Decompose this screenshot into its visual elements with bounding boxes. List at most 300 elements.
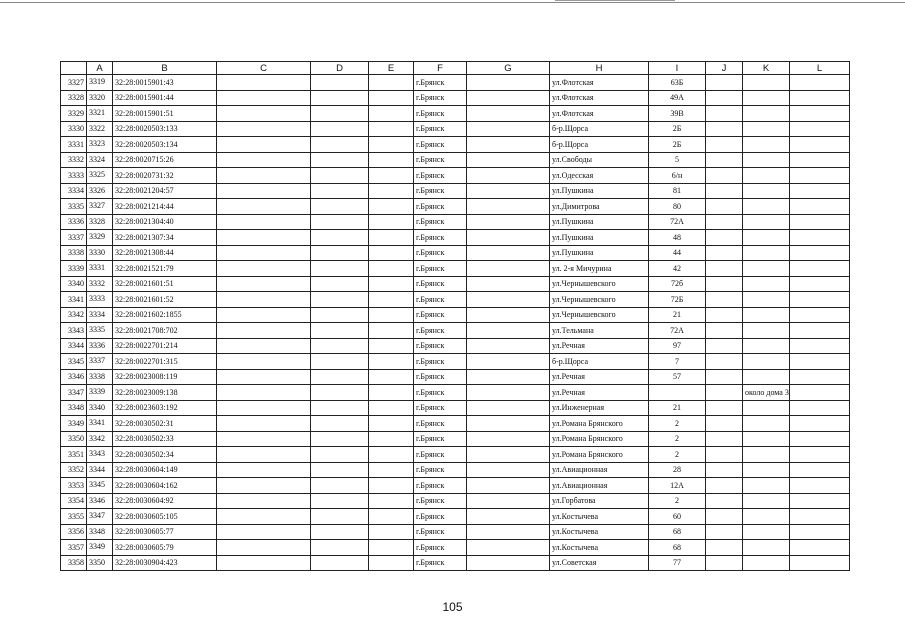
cell-d[interactable]: [311, 323, 369, 339]
cell-j[interactable]: [706, 555, 743, 571]
cell-k[interactable]: [743, 230, 790, 246]
cell-h[interactable]: ул.Советская: [550, 555, 649, 571]
row-number[interactable]: 3347: [61, 385, 87, 401]
cell-j[interactable]: [706, 462, 743, 478]
row-number[interactable]: 3355: [61, 509, 87, 525]
cell-b[interactable]: 32:28:0015901:44: [113, 90, 217, 106]
cell-a[interactable]: 3319: [87, 75, 113, 91]
cell-l[interactable]: [790, 540, 850, 556]
cell-b[interactable]: 32:28:0021214:44: [113, 199, 217, 215]
cell-l[interactable]: [790, 400, 850, 416]
cell-c[interactable]: [217, 261, 311, 277]
cell-a[interactable]: 3336: [87, 338, 113, 354]
cell-b[interactable]: 32:28:0021308:44: [113, 245, 217, 261]
cell-g[interactable]: [467, 261, 550, 277]
cell-k[interactable]: [743, 214, 790, 230]
cell-c[interactable]: [217, 137, 311, 153]
cell-b[interactable]: 32:28:0030605:77: [113, 524, 217, 540]
cell-c[interactable]: [217, 416, 311, 432]
cell-g[interactable]: [467, 292, 550, 308]
cell-b[interactable]: 32:28:0030502:31: [113, 416, 217, 432]
cell-b[interactable]: 32:28:0021304:40: [113, 214, 217, 230]
cell-f[interactable]: г.Брянск: [414, 416, 467, 432]
cell-j[interactable]: [706, 369, 743, 385]
cell-j[interactable]: [706, 385, 743, 401]
cell-i[interactable]: 80: [649, 199, 706, 215]
cell-e[interactable]: [369, 416, 414, 432]
row-number[interactable]: 3329: [61, 106, 87, 122]
cell-l[interactable]: [790, 261, 850, 277]
cell-h[interactable]: ул.Речная: [550, 385, 649, 401]
cell-b[interactable]: 32:28:0023009:138: [113, 385, 217, 401]
cell-i[interactable]: 2: [649, 416, 706, 432]
cell-k[interactable]: [743, 261, 790, 277]
cell-d[interactable]: [311, 106, 369, 122]
cell-c[interactable]: [217, 369, 311, 385]
cell-c[interactable]: [217, 540, 311, 556]
cell-k[interactable]: [743, 431, 790, 447]
cell-b[interactable]: 32:28:0021708:702: [113, 323, 217, 339]
cell-i[interactable]: 63Б: [649, 75, 706, 91]
cell-d[interactable]: [311, 245, 369, 261]
cell-a[interactable]: 3347: [87, 509, 113, 525]
cell-g[interactable]: [467, 276, 550, 292]
row-number[interactable]: 3344: [61, 338, 87, 354]
cell-i[interactable]: 68: [649, 524, 706, 540]
cell-i[interactable]: 72Б: [649, 292, 706, 308]
cell-e[interactable]: [369, 199, 414, 215]
cell-j[interactable]: [706, 90, 743, 106]
cell-k[interactable]: [743, 354, 790, 370]
cell-g[interactable]: [467, 493, 550, 509]
cell-f[interactable]: г.Брянск: [414, 106, 467, 122]
cell-c[interactable]: [217, 121, 311, 137]
column-header[interactable]: I: [649, 62, 706, 75]
cell-d[interactable]: [311, 292, 369, 308]
cell-a[interactable]: 3328: [87, 214, 113, 230]
cell-l[interactable]: [790, 524, 850, 540]
cell-e[interactable]: [369, 524, 414, 540]
cell-a[interactable]: 3321: [87, 106, 113, 122]
cell-d[interactable]: [311, 524, 369, 540]
cell-d[interactable]: [311, 276, 369, 292]
cell-k[interactable]: [743, 369, 790, 385]
cell-i[interactable]: 68: [649, 540, 706, 556]
cell-c[interactable]: [217, 230, 311, 246]
cell-e[interactable]: [369, 245, 414, 261]
cell-k[interactable]: [743, 478, 790, 494]
cell-e[interactable]: [369, 230, 414, 246]
cell-f[interactable]: г.Брянск: [414, 540, 467, 556]
cell-d[interactable]: [311, 137, 369, 153]
cell-e[interactable]: [369, 400, 414, 416]
cell-g[interactable]: [467, 369, 550, 385]
cell-j[interactable]: [706, 137, 743, 153]
cell-g[interactable]: [467, 338, 550, 354]
cell-k[interactable]: [743, 416, 790, 432]
cell-e[interactable]: [369, 261, 414, 277]
cell-f[interactable]: г.Брянск: [414, 338, 467, 354]
cell-h[interactable]: ул.Флотская: [550, 90, 649, 106]
column-header[interactable]: H: [550, 62, 649, 75]
cell-c[interactable]: [217, 292, 311, 308]
cell-e[interactable]: [369, 354, 414, 370]
cell-j[interactable]: [706, 75, 743, 91]
cell-g[interactable]: [467, 152, 550, 168]
cell-j[interactable]: [706, 121, 743, 137]
cell-l[interactable]: [790, 90, 850, 106]
cell-l[interactable]: [790, 121, 850, 137]
cell-c[interactable]: [217, 493, 311, 509]
row-number[interactable]: 3342: [61, 307, 87, 323]
cell-j[interactable]: [706, 106, 743, 122]
cell-j[interactable]: [706, 493, 743, 509]
cell-e[interactable]: [369, 307, 414, 323]
row-number[interactable]: 3343: [61, 323, 87, 339]
row-number[interactable]: 3351: [61, 447, 87, 463]
cell-l[interactable]: [790, 152, 850, 168]
cell-g[interactable]: [467, 462, 550, 478]
cell-d[interactable]: [311, 447, 369, 463]
cell-f[interactable]: г.Брянск: [414, 323, 467, 339]
cell-c[interactable]: [217, 152, 311, 168]
column-header[interactable]: J: [706, 62, 743, 75]
cell-a[interactable]: 3322: [87, 121, 113, 137]
cell-c[interactable]: [217, 168, 311, 184]
cell-d[interactable]: [311, 338, 369, 354]
cell-c[interactable]: [217, 245, 311, 261]
cell-f[interactable]: г.Брянск: [414, 431, 467, 447]
cell-c[interactable]: [217, 338, 311, 354]
cell-i[interactable]: 2Б: [649, 137, 706, 153]
cell-h[interactable]: ул.Костычева: [550, 540, 649, 556]
cell-d[interactable]: [311, 462, 369, 478]
cell-d[interactable]: [311, 354, 369, 370]
cell-a[interactable]: 3340: [87, 400, 113, 416]
cell-l[interactable]: [790, 447, 850, 463]
cell-i[interactable]: 42: [649, 261, 706, 277]
cell-a[interactable]: 3341: [87, 416, 113, 432]
cell-a[interactable]: 3349: [87, 540, 113, 556]
cell-a[interactable]: 3342: [87, 431, 113, 447]
cell-j[interactable]: [706, 478, 743, 494]
cell-l[interactable]: [790, 385, 850, 401]
cell-b[interactable]: 32:28:0021601:51: [113, 276, 217, 292]
cell-h[interactable]: ул.Романа Брянского: [550, 431, 649, 447]
cell-k[interactable]: [743, 168, 790, 184]
cell-c[interactable]: [217, 462, 311, 478]
cell-g[interactable]: [467, 199, 550, 215]
cell-e[interactable]: [369, 478, 414, 494]
cell-i[interactable]: 49А: [649, 90, 706, 106]
cell-d[interactable]: [311, 168, 369, 184]
cell-g[interactable]: [467, 478, 550, 494]
cell-e[interactable]: [369, 137, 414, 153]
cell-f[interactable]: г.Брянск: [414, 230, 467, 246]
cell-h[interactable]: ул.Речная: [550, 369, 649, 385]
cell-h[interactable]: ул.Инженерная: [550, 400, 649, 416]
cell-d[interactable]: [311, 416, 369, 432]
cell-e[interactable]: [369, 106, 414, 122]
cell-i[interactable]: 72А: [649, 214, 706, 230]
cell-d[interactable]: [311, 385, 369, 401]
cell-b[interactable]: 32:28:0020503:133: [113, 121, 217, 137]
cell-c[interactable]: [217, 555, 311, 571]
cell-c[interactable]: [217, 431, 311, 447]
cell-l[interactable]: [790, 168, 850, 184]
cell-i[interactable]: 72б: [649, 276, 706, 292]
cell-f[interactable]: г.Брянск: [414, 400, 467, 416]
cell-d[interactable]: [311, 540, 369, 556]
cell-k[interactable]: около дома 3: [743, 385, 790, 401]
cell-a[interactable]: 3320: [87, 90, 113, 106]
cell-k[interactable]: [743, 447, 790, 463]
row-number[interactable]: 3332: [61, 152, 87, 168]
cell-g[interactable]: [467, 230, 550, 246]
cell-a[interactable]: 3344: [87, 462, 113, 478]
cell-j[interactable]: [706, 230, 743, 246]
cell-g[interactable]: [467, 183, 550, 199]
cell-j[interactable]: [706, 354, 743, 370]
cell-a[interactable]: 3324: [87, 152, 113, 168]
cell-c[interactable]: [217, 106, 311, 122]
cell-f[interactable]: г.Брянск: [414, 75, 467, 91]
row-number[interactable]: 3330: [61, 121, 87, 137]
cell-i[interactable]: [649, 385, 706, 401]
cell-c[interactable]: [217, 276, 311, 292]
cell-f[interactable]: г.Брянск: [414, 168, 467, 184]
row-number[interactable]: 3333: [61, 168, 87, 184]
cell-a[interactable]: 3323: [87, 137, 113, 153]
row-number[interactable]: 3339: [61, 261, 87, 277]
row-number[interactable]: 3327: [61, 75, 87, 91]
cell-h[interactable]: ул.Костычева: [550, 524, 649, 540]
cell-k[interactable]: [743, 509, 790, 525]
cell-g[interactable]: [467, 416, 550, 432]
cell-b[interactable]: 32:28:0030502:33: [113, 431, 217, 447]
cell-h[interactable]: ул. 2-я Мичурина: [550, 261, 649, 277]
cell-h[interactable]: б-р.Щорса: [550, 137, 649, 153]
cell-j[interactable]: [706, 214, 743, 230]
cell-c[interactable]: [217, 447, 311, 463]
cell-e[interactable]: [369, 152, 414, 168]
cell-b[interactable]: 32:28:0030604:149: [113, 462, 217, 478]
cell-d[interactable]: [311, 261, 369, 277]
cell-k[interactable]: [743, 183, 790, 199]
cell-c[interactable]: [217, 307, 311, 323]
column-header[interactable]: D: [311, 62, 369, 75]
column-header[interactable]: L: [790, 62, 850, 75]
cell-d[interactable]: [311, 75, 369, 91]
cell-j[interactable]: [706, 323, 743, 339]
cell-l[interactable]: [790, 462, 850, 478]
cell-f[interactable]: г.Брянск: [414, 478, 467, 494]
cell-d[interactable]: [311, 214, 369, 230]
cell-i[interactable]: 57: [649, 369, 706, 385]
cell-f[interactable]: г.Брянск: [414, 462, 467, 478]
cell-i[interactable]: 39В: [649, 106, 706, 122]
cell-c[interactable]: [217, 509, 311, 525]
cell-k[interactable]: [743, 137, 790, 153]
cell-g[interactable]: [467, 447, 550, 463]
cell-j[interactable]: [706, 276, 743, 292]
cell-g[interactable]: [467, 385, 550, 401]
cell-e[interactable]: [369, 338, 414, 354]
cell-l[interactable]: [790, 183, 850, 199]
row-number[interactable]: 3334: [61, 183, 87, 199]
cell-a[interactable]: 3325: [87, 168, 113, 184]
row-number[interactable]: 3336: [61, 214, 87, 230]
cell-k[interactable]: [743, 75, 790, 91]
cell-f[interactable]: г.Брянск: [414, 214, 467, 230]
cell-k[interactable]: [743, 555, 790, 571]
cell-k[interactable]: [743, 106, 790, 122]
cell-g[interactable]: [467, 168, 550, 184]
cell-b[interactable]: 32:28:0020715:26: [113, 152, 217, 168]
cell-l[interactable]: [790, 75, 850, 91]
cell-b[interactable]: 32:28:0021204:57: [113, 183, 217, 199]
cell-k[interactable]: [743, 292, 790, 308]
column-header[interactable]: E: [369, 62, 414, 75]
cell-l[interactable]: [790, 276, 850, 292]
cell-l[interactable]: [790, 555, 850, 571]
row-number[interactable]: 3341: [61, 292, 87, 308]
cell-b[interactable]: 32:28:0030605:79: [113, 540, 217, 556]
cell-j[interactable]: [706, 447, 743, 463]
cell-b[interactable]: 32:28:0015901:51: [113, 106, 217, 122]
cell-d[interactable]: [311, 555, 369, 571]
row-number[interactable]: 3356: [61, 524, 87, 540]
cell-l[interactable]: [790, 354, 850, 370]
cell-l[interactable]: [790, 214, 850, 230]
cell-g[interactable]: [467, 400, 550, 416]
cell-k[interactable]: [743, 462, 790, 478]
cell-l[interactable]: [790, 323, 850, 339]
cell-e[interactable]: [369, 431, 414, 447]
cell-d[interactable]: [311, 121, 369, 137]
row-number[interactable]: 3345: [61, 354, 87, 370]
cell-e[interactable]: [369, 385, 414, 401]
cell-g[interactable]: [467, 524, 550, 540]
cell-e[interactable]: [369, 540, 414, 556]
cell-e[interactable]: [369, 276, 414, 292]
cell-i[interactable]: 44: [649, 245, 706, 261]
row-number[interactable]: 3352: [61, 462, 87, 478]
cell-k[interactable]: [743, 276, 790, 292]
cell-l[interactable]: [790, 431, 850, 447]
cell-g[interactable]: [467, 106, 550, 122]
cell-j[interactable]: [706, 509, 743, 525]
cell-e[interactable]: [369, 509, 414, 525]
cell-g[interactable]: [467, 323, 550, 339]
cell-j[interactable]: [706, 400, 743, 416]
cell-b[interactable]: 32:28:0030904:423: [113, 555, 217, 571]
cell-l[interactable]: [790, 369, 850, 385]
cell-h[interactable]: б-р.Щорса: [550, 354, 649, 370]
cell-c[interactable]: [217, 214, 311, 230]
cell-c[interactable]: [217, 478, 311, 494]
cell-e[interactable]: [369, 183, 414, 199]
cell-i[interactable]: 12А: [649, 478, 706, 494]
cell-a[interactable]: 3350: [87, 555, 113, 571]
cell-g[interactable]: [467, 121, 550, 137]
cell-j[interactable]: [706, 245, 743, 261]
cell-i[interactable]: 28: [649, 462, 706, 478]
cell-b[interactable]: 32:28:0030604:92: [113, 493, 217, 509]
cell-f[interactable]: г.Брянск: [414, 447, 467, 463]
cell-h[interactable]: ул.Чернышевского: [550, 292, 649, 308]
column-header[interactable]: C: [217, 62, 311, 75]
cell-a[interactable]: 3331: [87, 261, 113, 277]
cell-j[interactable]: [706, 307, 743, 323]
cell-g[interactable]: [467, 555, 550, 571]
cell-i[interactable]: 81: [649, 183, 706, 199]
cell-j[interactable]: [706, 292, 743, 308]
cell-i[interactable]: 5: [649, 152, 706, 168]
cell-d[interactable]: [311, 493, 369, 509]
cell-d[interactable]: [311, 509, 369, 525]
cell-i[interactable]: 2: [649, 493, 706, 509]
cell-b[interactable]: 32:28:0022701:315: [113, 354, 217, 370]
cell-d[interactable]: [311, 230, 369, 246]
cell-g[interactable]: [467, 509, 550, 525]
cell-b[interactable]: 32:28:0030604:162: [113, 478, 217, 494]
cell-c[interactable]: [217, 524, 311, 540]
cell-g[interactable]: [467, 75, 550, 91]
cell-l[interactable]: [790, 106, 850, 122]
cell-h[interactable]: ул.Тельмана: [550, 323, 649, 339]
cell-e[interactable]: [369, 369, 414, 385]
cell-b[interactable]: 32:28:0022701:214: [113, 338, 217, 354]
cell-f[interactable]: г.Брянск: [414, 121, 467, 137]
cell-f[interactable]: г.Брянск: [414, 509, 467, 525]
cell-l[interactable]: [790, 292, 850, 308]
cell-c[interactable]: [217, 354, 311, 370]
cell-f[interactable]: г.Брянск: [414, 292, 467, 308]
cell-d[interactable]: [311, 478, 369, 494]
cell-l[interactable]: [790, 307, 850, 323]
cell-d[interactable]: [311, 152, 369, 168]
row-number[interactable]: 3349: [61, 416, 87, 432]
cell-l[interactable]: [790, 230, 850, 246]
cell-d[interactable]: [311, 369, 369, 385]
row-number[interactable]: 3331: [61, 137, 87, 153]
cell-g[interactable]: [467, 90, 550, 106]
cell-j[interactable]: [706, 183, 743, 199]
cell-h[interactable]: ул.Речная: [550, 338, 649, 354]
cell-a[interactable]: 3332: [87, 276, 113, 292]
cell-b[interactable]: 32:28:0021602:1855: [113, 307, 217, 323]
cell-k[interactable]: [743, 524, 790, 540]
cell-i[interactable]: 60: [649, 509, 706, 525]
cell-f[interactable]: г.Брянск: [414, 555, 467, 571]
cell-j[interactable]: [706, 416, 743, 432]
cell-i[interactable]: 6/н: [649, 168, 706, 184]
cell-c[interactable]: [217, 90, 311, 106]
cell-k[interactable]: [743, 323, 790, 339]
cell-i[interactable]: 21: [649, 307, 706, 323]
cell-f[interactable]: г.Брянск: [414, 369, 467, 385]
row-number[interactable]: 3353: [61, 478, 87, 494]
cell-e[interactable]: [369, 323, 414, 339]
cell-b[interactable]: 32:28:0015901:43: [113, 75, 217, 91]
column-header[interactable]: A: [87, 62, 113, 75]
cell-e[interactable]: [369, 214, 414, 230]
cell-j[interactable]: [706, 338, 743, 354]
cell-j[interactable]: [706, 168, 743, 184]
cell-i[interactable]: 72А: [649, 323, 706, 339]
cell-l[interactable]: [790, 137, 850, 153]
